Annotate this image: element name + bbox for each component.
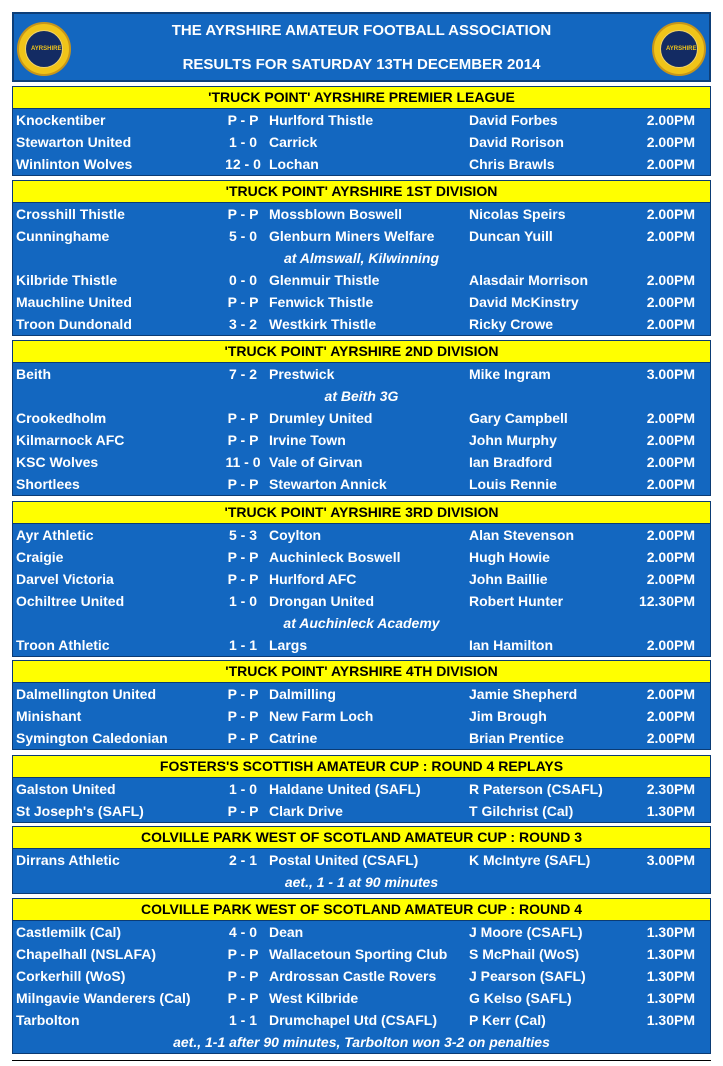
kickoff-time: 1.30PM xyxy=(646,1012,695,1028)
match-row xyxy=(13,203,710,225)
away-team: Clark Drive xyxy=(269,803,343,819)
away-team: Drumley United xyxy=(269,410,373,426)
referee: Jim Brough xyxy=(469,708,547,724)
away-team: Mossblown Boswell xyxy=(269,206,403,222)
score: P - P xyxy=(227,946,259,962)
match-row xyxy=(13,269,710,291)
score: P - P xyxy=(227,686,259,702)
home-team: Troon Athletic xyxy=(16,637,110,653)
home-team: Craigie xyxy=(16,549,64,565)
section-title: COLVILLE PARK WEST OF SCOTLAND AMATEUR CUP : ROUND 4 xyxy=(13,899,710,921)
home-team: Ochiltree United xyxy=(16,593,125,609)
home-team: Kilmarnock AFC xyxy=(16,432,125,448)
score: P - P xyxy=(227,803,259,819)
results-section xyxy=(12,898,711,1054)
section-title: COLVILLE PARK WEST OF SCOTLAND AMATEUR CUP : ROUND 3 xyxy=(13,827,710,849)
match-row xyxy=(13,363,710,385)
away-team: Stewarton Annick xyxy=(269,476,387,492)
kickoff-time: 2.00PM xyxy=(646,730,695,746)
score: 1 - 0 xyxy=(228,134,257,150)
kickoff-time: 2.00PM xyxy=(646,686,695,702)
kickoff-time: 2.00PM xyxy=(646,549,695,565)
match-row xyxy=(13,1009,710,1031)
score: P - P xyxy=(227,730,259,746)
home-team: KSC Wolves xyxy=(16,454,99,470)
logo-text: AYRSHIRE xyxy=(666,46,697,52)
match-row xyxy=(13,921,710,943)
away-team: Dean xyxy=(269,924,304,940)
score: 1 - 1 xyxy=(228,1012,257,1028)
home-team: Chapelhall (NSLAFA) xyxy=(16,946,157,962)
referee: Ricky Crowe xyxy=(469,316,554,332)
away-team: Ardrossan Castle Rovers xyxy=(269,968,437,984)
away-team: Lochan xyxy=(269,156,319,172)
kickoff-time: 2.00PM xyxy=(646,294,695,310)
home-team: Galston United xyxy=(16,781,116,797)
home-team: Crosshill Thistle xyxy=(16,206,125,222)
referee: Alasdair Morrison xyxy=(469,272,589,288)
referee: Ian Hamilton xyxy=(469,637,554,653)
away-team: Hurlford Thistle xyxy=(269,112,374,128)
kickoff-time: 2.00PM xyxy=(646,316,695,332)
section-title: 'TRUCK POINT' AYRSHIRE 2ND DIVISION xyxy=(13,341,710,363)
score: P - P xyxy=(227,708,259,724)
association-logo-right xyxy=(652,22,706,76)
score: 3 - 2 xyxy=(228,316,257,332)
match-row xyxy=(13,153,710,175)
kickoff-time: 2.00PM xyxy=(646,476,695,492)
referee: Alan Stevenson xyxy=(469,527,575,543)
kickoff-time: 1.30PM xyxy=(646,968,695,984)
section-title: 'TRUCK POINT' AYRSHIRE 1ST DIVISION xyxy=(13,181,710,203)
away-team: Vale of Girvan xyxy=(269,454,363,470)
referee: John Baillie xyxy=(469,571,548,587)
bottom-divider xyxy=(12,1060,711,1061)
results-section xyxy=(12,180,711,336)
home-team: Stewarton United xyxy=(16,134,132,150)
results-section xyxy=(12,826,711,894)
home-team: Dirrans Athletic xyxy=(16,852,120,868)
match-note: at Almswall, Kilwinning xyxy=(283,250,440,266)
match-row xyxy=(13,683,710,705)
home-team: Minishant xyxy=(16,708,82,724)
kickoff-time: 2.00PM xyxy=(646,272,695,288)
score: P - P xyxy=(227,968,259,984)
away-team: Coylton xyxy=(269,527,322,543)
away-team: Postal United (CSAFL) xyxy=(269,852,419,868)
match-row xyxy=(13,451,710,473)
home-team: Castlemilk (Cal) xyxy=(16,924,122,940)
home-team: Milngavie Wanderers (Cal) xyxy=(16,990,191,1006)
score: 0 - 0 xyxy=(228,272,257,288)
home-team: Beith xyxy=(16,366,51,382)
score: 5 - 3 xyxy=(228,527,257,543)
page-title: THE AYRSHIRE AMATEUR FOOTBALL ASSOCIATION xyxy=(171,22,552,39)
score: 1 - 0 xyxy=(228,781,257,797)
referee: David Rorison xyxy=(469,134,564,150)
kickoff-time: 2.00PM xyxy=(646,454,695,470)
away-team: Carrick xyxy=(269,134,318,150)
away-team: Largs xyxy=(269,637,308,653)
away-team: Drumchapel Utd (CSAFL) xyxy=(269,1012,437,1028)
home-team: Ayr Athletic xyxy=(16,527,94,543)
match-row xyxy=(13,407,710,429)
away-team: Haldane United (SAFL) xyxy=(269,781,421,797)
home-team: Darvel Victoria xyxy=(16,571,114,587)
referee: David Forbes xyxy=(469,112,558,128)
match-row xyxy=(13,800,710,822)
home-team: St Joseph's (SAFL) xyxy=(16,803,144,819)
results-section xyxy=(12,660,711,750)
score: 4 - 0 xyxy=(228,924,257,940)
kickoff-time: 2.00PM xyxy=(646,527,695,543)
match-row xyxy=(13,473,710,495)
kickoff-time: 2.00PM xyxy=(646,112,695,128)
referee: S McPhail (WoS) xyxy=(469,946,580,962)
score: 1 - 0 xyxy=(228,593,257,609)
away-team: Auchinleck Boswell xyxy=(269,549,401,565)
referee: Mike Ingram xyxy=(469,366,551,382)
kickoff-time: 3.00PM xyxy=(646,366,695,382)
kickoff-time: 1.30PM xyxy=(646,946,695,962)
home-team: Troon Dundonald xyxy=(16,316,132,332)
match-row xyxy=(13,987,710,1009)
referee: Jamie Shepherd xyxy=(469,686,578,702)
referee: Hugh Howie xyxy=(469,549,550,565)
score: P - P xyxy=(227,571,259,587)
kickoff-time: 1.30PM xyxy=(646,990,695,1006)
kickoff-time: 2.00PM xyxy=(646,637,695,653)
away-team: Glenmuir Thistle xyxy=(269,272,380,288)
results-section xyxy=(12,86,711,176)
away-team: Catrine xyxy=(269,730,318,746)
away-team: Dalmilling xyxy=(269,686,336,702)
section-title: FOSTERS'S SCOTTISH AMATEUR CUP : ROUND 4 REPLAYS xyxy=(13,756,710,778)
away-team: Fenwick Thistle xyxy=(269,294,374,310)
away-team: Hurlford AFC xyxy=(269,571,357,587)
referee: T Gilchrist (Cal) xyxy=(469,803,574,819)
home-team: Shortlees xyxy=(16,476,80,492)
match-row xyxy=(13,429,710,451)
referee: Robert Hunter xyxy=(469,593,564,609)
home-team: Mauchline United xyxy=(16,294,132,310)
kickoff-time: 12.30PM xyxy=(638,593,695,609)
logo-text: AYRSHIRE xyxy=(31,46,62,52)
match-row xyxy=(13,546,710,568)
score: P - P xyxy=(227,112,259,128)
kickoff-time: 3.00PM xyxy=(646,852,695,868)
results-section xyxy=(12,501,711,657)
match-note: at Auchinleck Academy xyxy=(283,615,440,631)
match-note: aet., 1 - 1 at 90 minutes xyxy=(284,874,439,890)
kickoff-time: 2.00PM xyxy=(646,708,695,724)
kickoff-time: 2.00PM xyxy=(646,571,695,587)
match-note: at Beith 3G xyxy=(324,388,399,404)
match-row xyxy=(13,109,710,131)
away-team: Irvine Town xyxy=(269,432,346,448)
referee: J Pearson (SAFL) xyxy=(469,968,586,984)
score: P - P xyxy=(227,206,259,222)
home-team: Knockentiber xyxy=(16,112,106,128)
away-team: Westkirk Thistle xyxy=(269,316,377,332)
referee: G Kelso (SAFL) xyxy=(469,990,572,1006)
referee: R Paterson (CSAFL) xyxy=(469,781,603,797)
kickoff-time: 2.00PM xyxy=(646,156,695,172)
match-row xyxy=(13,778,710,800)
referee: Nicolas Speirs xyxy=(469,206,566,222)
match-note: aet., 1-1 after 90 minutes, Tarbolton won 3-2 on penalties xyxy=(173,1034,550,1050)
match-row xyxy=(13,225,710,247)
referee: John Murphy xyxy=(469,432,557,448)
kickoff-time: 2.00PM xyxy=(646,410,695,426)
match-row xyxy=(13,727,710,749)
score: P - P xyxy=(227,990,259,1006)
referee: Chris Brawls xyxy=(469,156,555,172)
away-team: Wallacetoun Sporting Club xyxy=(269,946,448,962)
away-team: New Farm Loch xyxy=(269,708,374,724)
score: 1 - 1 xyxy=(228,637,257,653)
results-section xyxy=(12,755,711,823)
home-team: Winlinton Wolves xyxy=(16,156,133,172)
kickoff-time: 1.30PM xyxy=(646,924,695,940)
score: 7 - 2 xyxy=(228,366,257,382)
kickoff-time: 2.00PM xyxy=(646,228,695,244)
score: 12 - 0 xyxy=(225,156,261,172)
match-row xyxy=(13,313,710,335)
section-title: 'TRUCK POINT' AYRSHIRE 3RD DIVISION xyxy=(13,502,710,524)
match-row xyxy=(13,705,710,727)
score: P - P xyxy=(227,432,259,448)
kickoff-time: 2.30PM xyxy=(646,781,695,797)
away-team: Prestwick xyxy=(269,366,335,382)
home-team: Tarbolton xyxy=(16,1012,80,1028)
match-row xyxy=(13,590,710,612)
score: P - P xyxy=(227,410,259,426)
match-row xyxy=(13,634,710,656)
away-team: Glenburn Miners Welfare xyxy=(269,228,435,244)
kickoff-time: 2.00PM xyxy=(646,206,695,222)
page-header xyxy=(12,12,711,82)
referee: Gary Campbell xyxy=(469,410,568,426)
score: 2 - 1 xyxy=(228,852,257,868)
home-team: Corkerhill (WoS) xyxy=(16,968,126,984)
away-team: West Kilbride xyxy=(269,990,359,1006)
referee: J Moore (CSAFL) xyxy=(469,924,583,940)
results-section xyxy=(12,340,711,496)
match-row xyxy=(13,524,710,546)
match-row xyxy=(13,965,710,987)
page-subtitle: RESULTS FOR SATURDAY 13TH DECEMBER 2014 xyxy=(182,56,541,73)
referee: Ian Bradford xyxy=(469,454,553,470)
match-row xyxy=(13,943,710,965)
referee: Brian Prentice xyxy=(469,730,564,746)
referee: Louis Rennie xyxy=(469,476,557,492)
home-team: Symington Caledonian xyxy=(16,730,168,746)
home-team: Cunninghame xyxy=(16,228,110,244)
score: P - P xyxy=(227,549,259,565)
score: P - P xyxy=(227,294,259,310)
referee: David McKinstry xyxy=(469,294,579,310)
referee: Duncan Yuill xyxy=(469,228,553,244)
score: P - P xyxy=(227,476,259,492)
section-title: 'TRUCK POINT' AYRSHIRE PREMIER LEAGUE xyxy=(13,87,710,109)
referee: P Kerr (Cal) xyxy=(469,1012,546,1028)
referee: K McIntyre (SAFL) xyxy=(469,852,591,868)
score: 5 - 0 xyxy=(228,228,257,244)
home-team: Dalmellington United xyxy=(16,686,156,702)
kickoff-time: 2.00PM xyxy=(646,134,695,150)
kickoff-time: 1.30PM xyxy=(646,803,695,819)
score: 11 - 0 xyxy=(225,454,261,470)
kickoff-time: 2.00PM xyxy=(646,432,695,448)
match-row xyxy=(13,131,710,153)
home-team: Kilbride Thistle xyxy=(16,272,118,288)
match-row xyxy=(13,291,710,313)
section-title: 'TRUCK POINT' AYRSHIRE 4TH DIVISION xyxy=(13,661,710,683)
away-team: Drongan United xyxy=(269,593,374,609)
home-team: Crookedholm xyxy=(16,410,107,426)
match-row xyxy=(13,849,710,871)
match-row xyxy=(13,568,710,590)
